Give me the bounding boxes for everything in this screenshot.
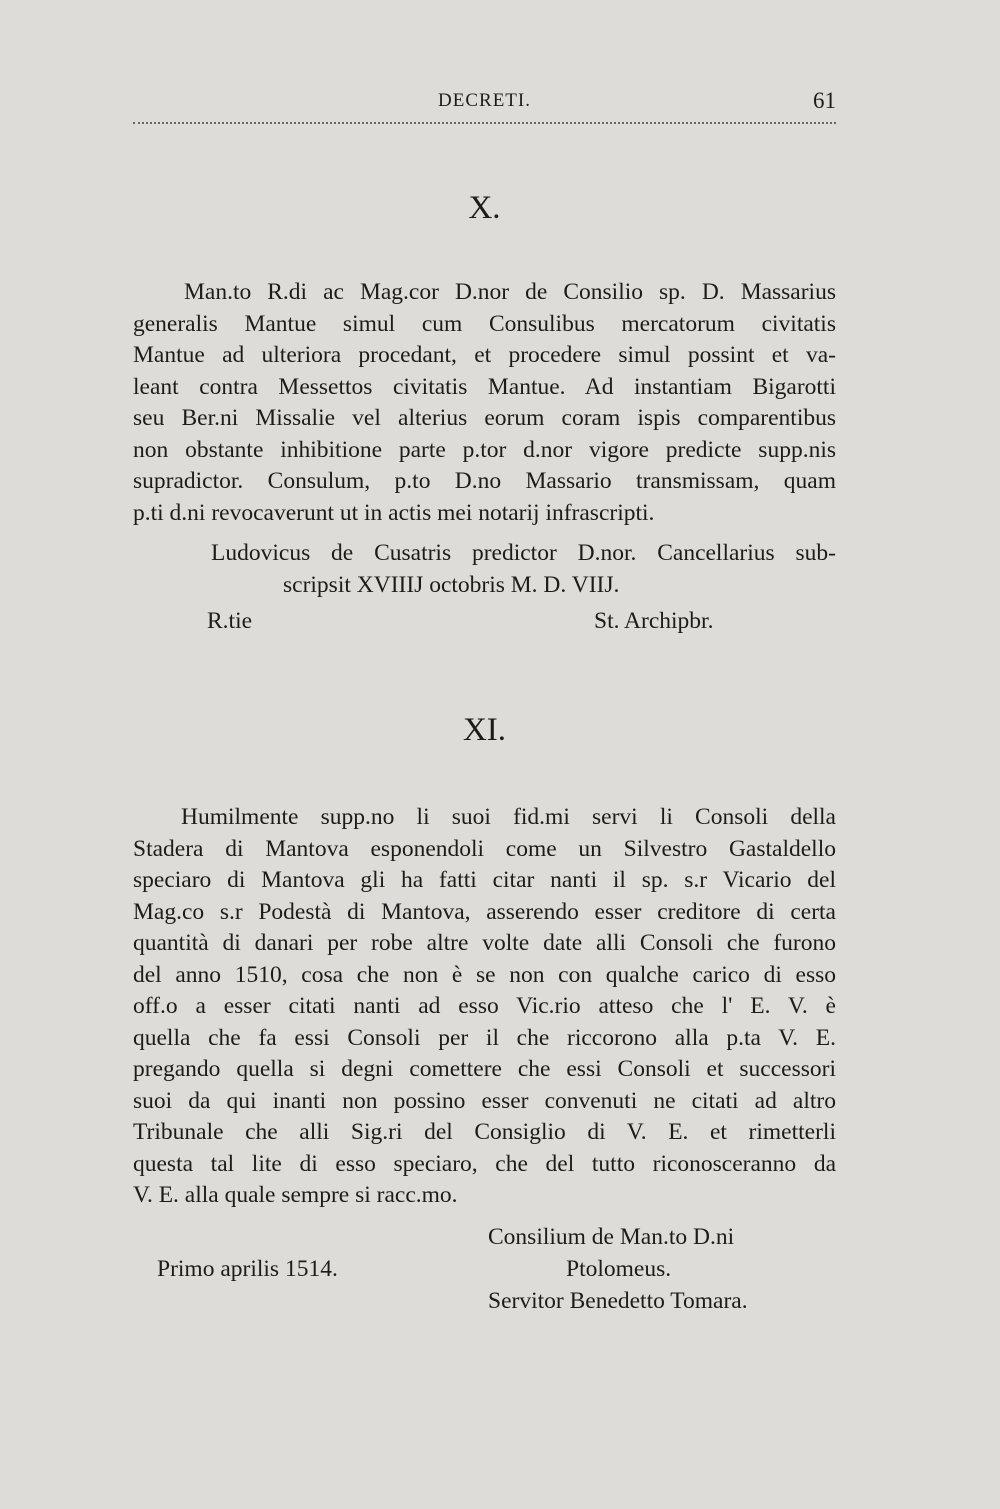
paragraph-line: questa tal lite di esso speciaro, che del tutto riconosceranno da: [133, 1150, 836, 1177]
paragraph-line: off.o a esser citati nanti ad esso Vic.rio atteso che l' E. V. è: [133, 993, 836, 1019]
signature-line: Consilium de Man.to D.ni: [488, 1224, 735, 1250]
running-head: [133, 88, 836, 124]
paragraph-line: Man.to R.di ac Mag.cor D.nor de Consilio sp. D. Massarius: [184, 279, 836, 305]
right-note: St. Archipbr.: [594, 608, 714, 634]
paragraph-line: V. E. alla quale sempre si racc.mo.: [133, 1182, 458, 1208]
subscription-block: [133, 538, 836, 601]
subscription-line: scripsit XVIIIJ octobris M. D. VIIJ.: [283, 571, 620, 598]
section-x-paragraph: [133, 277, 836, 529]
section-xi-paragraph: [133, 802, 836, 1212]
paragraph-line: Mag.co s.r Podestà di Mantova, asserendo esser creditore di certa: [133, 898, 836, 925]
paragraph-line: seu Ber.ni Missalie vel alterius eorum coram ispis comparentibus: [133, 405, 836, 431]
left-note: R.tie: [207, 608, 253, 634]
running-title: DECRETI.: [438, 90, 531, 111]
paragraph-line: Mantue ad ulteriora procedant, et procedere simul possint et va-: [133, 342, 836, 368]
paragraph-line: quella che fa essi Consoli per il che riccorono alla p.ta V. E.: [133, 1024, 836, 1051]
paragraph-line: pregando quella si degni comettere che essi Consoli et successori: [133, 1056, 836, 1082]
subscription-line: Ludovicus de Cusatris predictor D.nor. Cancellarius sub-: [211, 540, 836, 566]
paragraph-line: non obstante inhibitione parte p.tor d.nor vigore predicte supp.nis: [133, 436, 836, 463]
paragraph-line: generalis Mantue simul cum Consulibus mercatorum civitatis: [133, 310, 836, 337]
paragraph-line: suoi da qui inanti non possino esser convenuti ne citati ad altro: [133, 1087, 836, 1114]
paragraph-line: Stadera di Mantova esponendoli come un Silvestro Gastaldello: [133, 835, 836, 862]
section-heading-x: X.: [468, 190, 501, 226]
signature-line: Servitor Benedetto Tomara.: [488, 1288, 748, 1314]
date-line: Primo aprilis 1514.: [157, 1256, 338, 1282]
paragraph-line: del anno 1510, cosa che non è se non con qualche carico di esso: [133, 961, 836, 988]
paragraph-line: p.ti d.ni revocaverunt ut in actis mei notarij infrascripti.: [133, 499, 655, 526]
paragraph-line: speciaro di Mantova gli ha fatti citar nanti il sp. s.r Vicario del: [133, 867, 836, 893]
paragraph-line: Humilmente supp.no li suoi fid.mi servi li Consoli della: [181, 804, 836, 830]
paragraph-line: leant contra Messettos civitatis Mantue. Ad instantiam Bigarotti: [133, 373, 836, 400]
page-number: 61: [813, 88, 836, 113]
paragraph-line: quantità di danari per robe altre volte date alli Consoli che furono: [133, 930, 836, 956]
signature-line: Ptolomeus.: [566, 1256, 672, 1282]
section-heading-xi: XI.: [462, 712, 507, 748]
paragraph-line: Tribunale che alli Sig.ri del Consiglio di V. E. et rimetterli: [133, 1119, 836, 1145]
paragraph-line: supradictor. Consulum, p.to D.no Massario transmissam, quam: [133, 468, 836, 494]
